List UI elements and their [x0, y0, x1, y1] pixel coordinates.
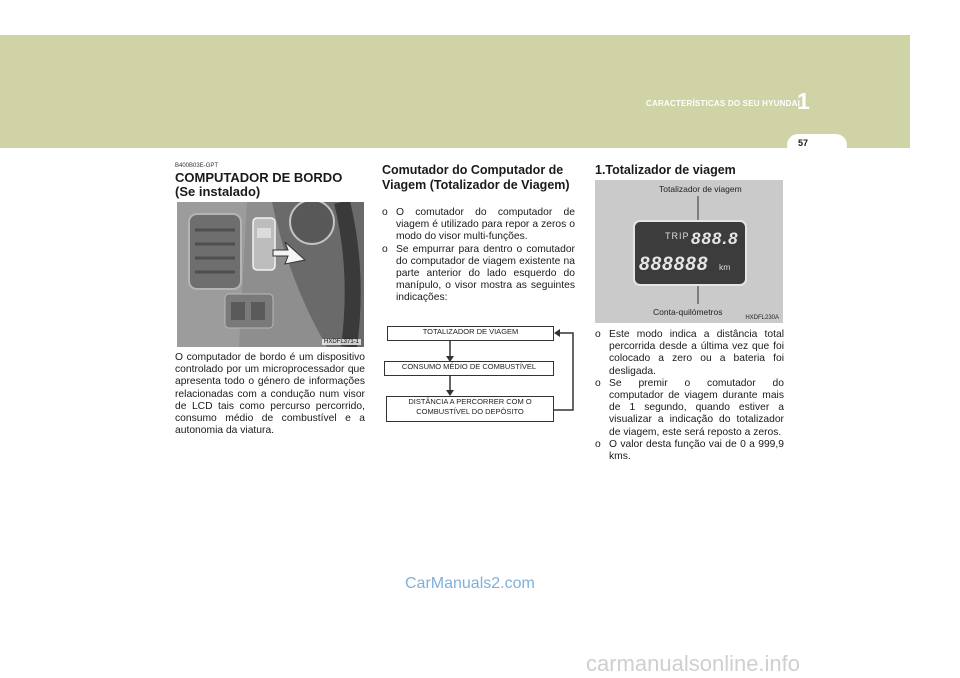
flow-box-consumption: CONSUMO MÉDIO DE COMBUSTÍVEL — [384, 361, 554, 376]
lcd-unit: km — [719, 262, 731, 272]
lcd-screen — [633, 220, 747, 286]
chapter-number: 1 — [797, 88, 810, 114]
flow-box-range-line2: COMBUSTÍVEL DO DEPÓSITO — [416, 407, 524, 416]
list-item — [595, 378, 784, 439]
bullet-marker: o — [595, 377, 601, 389]
list-item — [382, 207, 575, 244]
bullet-marker: o — [595, 438, 601, 450]
bullet-marker: o — [382, 243, 388, 255]
bullet-text: O comutador do computador de viagem é utilizado para repor a zeros o modo do visor multi-funções. — [396, 207, 575, 243]
list-item — [382, 244, 575, 305]
lcd-figure — [595, 180, 783, 323]
bullet-text: Este modo indica a distância total percorrida desde a última vez que foi colocado a zero ou a bateria foi desligada. — [609, 329, 784, 377]
flow-box-range — [386, 396, 554, 422]
bullet-text: Se premir o comutador do computador de viagem durante mais de 1 segundo, quando estiver a visualizar a indicação do totalizador de viagem, este será reposto a zeros. — [609, 377, 784, 438]
page-number: 57 — [797, 138, 808, 148]
carmanuals2-watermark[interactable]: CarManuals2.com — [405, 575, 535, 592]
flow-return-arrowhead — [554, 329, 560, 337]
bullet-text: O valor desta função vai de 0 a 999,9 kms. — [609, 438, 784, 463]
section-heading-line2: (Se instalado) — [175, 184, 261, 199]
lcd-figure-code: HXDFL230A — [745, 315, 779, 321]
header-band — [0, 35, 910, 148]
flow-return-arrow — [553, 333, 573, 410]
flow-box-range-line1: DISTÂNCIA A PERCORRER COM O — [408, 397, 532, 406]
trip-meter-heading: 1.Totalizador de viagem — [595, 163, 736, 177]
trip-bullet-list — [595, 329, 784, 463]
bullet-text: Se empurrar para dentro o comutador do computador de viagem existente na parte anterior do lado esquerdo do manípulo, o visor mostra as seguintes indicações: — [396, 243, 575, 304]
carmanualsonline-watermark[interactable]: carmanualsonline.info — [586, 651, 801, 676]
lcd-label-odometer: Conta-quilómetros — [653, 307, 723, 317]
dashboard-photo-illustration — [177, 202, 364, 347]
bullet-marker: o — [595, 329, 601, 340]
section-heading — [175, 171, 375, 199]
photo-code: HXDFL371-1 — [323, 339, 359, 345]
lcd-label-trip-meter: Totalizador de viagem — [659, 184, 742, 194]
switch-heading: Comutador do Computador de Viagem (Totalizador de Viagem) — [382, 163, 570, 192]
chapter-title: CARACTERÍSTICAS DO SEU HYUNDAI — [645, 99, 800, 108]
intro-paragraph: O computador de bordo é um dispositivo controlado por um microprocessador que apresenta todo o género de informações relacionadas com a condução num visor de LCD tais como percurso percorrido, consumo médio de combustível e a autonomia da viatura. — [175, 352, 365, 437]
lcd-trip-label: TRIP — [665, 231, 690, 241]
bullet-marker: o — [382, 207, 388, 218]
dashboard-photo — [177, 202, 364, 347]
section-code: B400B03E-GPT — [175, 163, 219, 169]
section-heading-line1: COMPUTADOR DE BORDO — [175, 170, 343, 185]
lcd-trip-digits: 888.8 — [691, 229, 739, 248]
switch-bullet-list — [382, 207, 575, 305]
lcd-odometer-digits: 888888 — [639, 254, 709, 275]
flow-box-trip: TOTALIZADOR DE VIAGEM — [387, 326, 554, 341]
list-item — [595, 439, 784, 463]
list-item — [595, 329, 784, 378]
